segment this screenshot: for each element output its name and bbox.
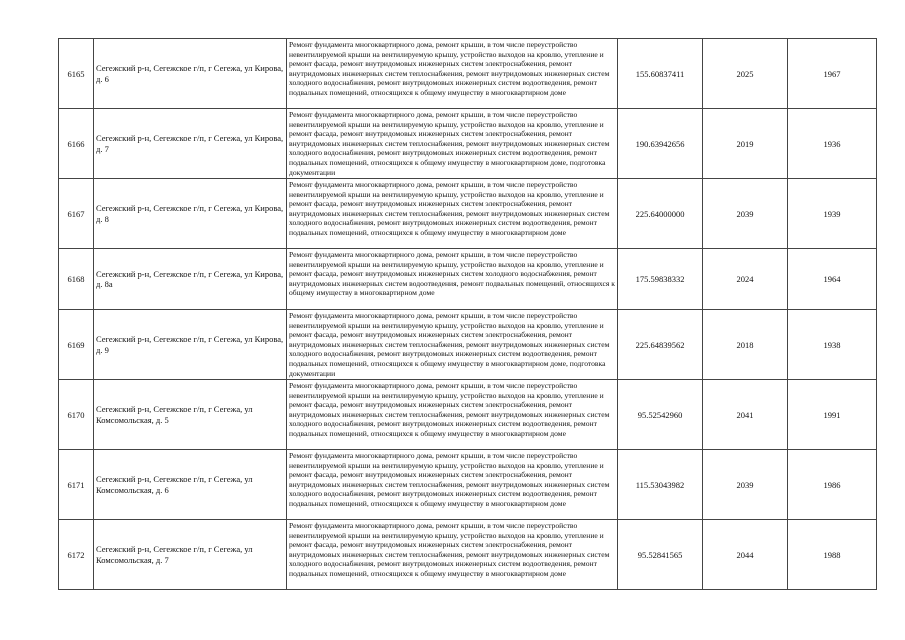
build-year-cell: 1938 [788, 310, 877, 380]
planned-year-cell: 2025 [703, 39, 788, 109]
cost-cell: 190.63942656 [618, 109, 703, 179]
work-description-cell: Ремонт фундамента многоквартирного дома, ремонт крыши, в том числе переустройство невентилируемой крыши на вентилируемую крышу, устройство выходов на кровлю, утепление и ремонт фасада, ремонт внутридомовых инженерных систем электроснабжения, ремонт внутридомовых инженерных систем теплоснабжения, ремонт внутридомовых инженерных систем холодного водоснабжения, ремонт внутридомовых инженерных систем водоотведения, ремонт подвальных помещений, относящихся к общему имуществу в многоквартирном доме [287, 39, 618, 109]
build-year-cell: 1936 [788, 109, 877, 179]
address-cell: Сегежский р-н, Сегежское г/п, г Сегежа, ул Комсомольская, д. 7 [94, 520, 287, 590]
table-row [59, 380, 877, 450]
build-year-cell: 1939 [788, 179, 877, 249]
planned-year-cell: 2041 [703, 380, 788, 450]
build-year-cell: 1986 [788, 450, 877, 520]
cost-cell: 115.53043982 [618, 450, 703, 520]
work-description-cell: Ремонт фундамента многоквартирного дома, ремонт крыши, в том числе переустройство невентилируемой крыши на вентилируемую крышу, устройство выходов на кровлю, утепление и ремонт фасада, ремонт внутридомовых инженерных систем электроснабжения, ремонт внутридомовых инженерных систем теплоснабжения, ремонт внутридомовых инженерных систем холодного водоснабжения, ремонт внутридомовых инженерных систем водоотведения, ремонт подвальных помещений, относящихся к общему имуществу в многоквартирном доме [287, 380, 618, 450]
table-row [59, 179, 877, 249]
planned-year-cell: 2039 [703, 179, 788, 249]
work-description-cell: Ремонт фундамента многоквартирного дома, ремонт крыши, в том числе переустройство невентилируемой крыши на вентилируемую крышу, устройство выходов на кровлю, утепление и ремонт фасада, ремонт внутридомовых инженерных систем электроснабжения, ремонт внутридомовых инженерных систем теплоснабжения, ремонт внутридомовых инженерных систем холодного водоснабжения, ремонт внутридомовых инженерных систем водоотведения, ремонт подвальных помещений, относящихся к общему имуществу в многоквартирном доме [287, 179, 618, 249]
table-row [59, 249, 877, 310]
row-number: 6171 [59, 450, 94, 520]
build-year-cell: 1964 [788, 249, 877, 310]
address-cell: Сегежский р-н, Сегежское г/п, г Сегежа, ул Кирова, д. 9 [94, 310, 287, 380]
work-description-cell: Ремонт фундамента многоквартирного дома, ремонт крыши, в том числе переустройство невентилируемой крыши на вентилируемую крышу, устройство выходов на кровлю, утепление и ремонт фасада, ремонт внутридомовых инженерных систем электроснабжения, ремонт внутридомовых инженерных систем теплоснабжения, ремонт внутридомовых инженерных систем холодного водоснабжения, ремонт внутридомовых инженерных систем водоотведения, ремонт подвальных помещений, относящихся к общему имуществу в многоквартирном доме [287, 450, 618, 520]
repair-program-table [58, 38, 877, 590]
row-number: 6168 [59, 249, 94, 310]
work-description-cell: Ремонт фундамента многоквартирного дома, ремонт крыши, в том числе переустройство невентилируемой крыши на вентилируемую крышу, устройство выходов на кровлю, утепление и ремонт фасада, ремонт внутридомовых инженерных систем электроснабжения, ремонт внутридомовых инженерных систем теплоснабжения, ремонт внутридомовых инженерных систем холодного водоснабжения, ремонт внутридомовых инженерных систем водоотведения, ремонт подвальных помещений, относящихся к общему имуществу в многоквартирном доме, подготовка документации [287, 310, 618, 380]
work-description-cell: Ремонт фундамента многоквартирного дома, ремонт крыши, в том числе переустройство невентилируемой крыши на вентилируемую крышу, устройство выходов на кровлю, утепление и ремонт фасада, ремонт внутридомовых инженерных систем электроснабжения, ремонт внутридомовых инженерных систем теплоснабжения, ремонт внутридомовых инженерных систем холодного водоснабжения, ремонт внутридомовых инженерных систем водоотведения, ремонт подвальных помещений, относящихся к общему имуществу в многоквартирном доме, подготовка документации [287, 109, 618, 179]
address-cell: Сегежский р-н, Сегежское г/п, г Сегежа, ул Кирова, д. 6 [94, 39, 287, 109]
row-number: 6170 [59, 380, 94, 450]
cost-cell: 225.64839562 [618, 310, 703, 380]
cost-cell: 95.52542960 [618, 380, 703, 450]
table-row [59, 450, 877, 520]
work-description-cell: Ремонт фундамента многоквартирного дома, ремонт крыши, в том числе переустройство невентилируемой крыши на вентилируемую крышу, устройство выходов на кровлю, утепление и ремонт фасада, ремонт внутридомовых инженерных систем электроснабжения, ремонт внутридомовых инженерных систем теплоснабжения, ремонт внутридомовых инженерных систем холодного водоснабжения, ремонт внутридомовых инженерных систем водоотведения, ремонт подвальных помещений, относящихся к общему имуществу в многоквартирном доме [287, 520, 618, 590]
cost-cell: 225.64000000 [618, 179, 703, 249]
row-number: 6169 [59, 310, 94, 380]
address-cell: Сегежский р-н, Сегежское г/п, г Сегежа, ул Кирова, д. 8 [94, 179, 287, 249]
table-row [59, 310, 877, 380]
planned-year-cell: 2044 [703, 520, 788, 590]
address-cell: Сегежский р-н, Сегежское г/п, г Сегежа, ул Комсомольская, д. 5 [94, 380, 287, 450]
address-cell: Сегежский р-н, Сегежское г/п, г Сегежа, ул Комсомольская, д. 6 [94, 450, 287, 520]
planned-year-cell: 2039 [703, 450, 788, 520]
cost-cell: 175.59838332 [618, 249, 703, 310]
row-number: 6166 [59, 109, 94, 179]
cost-cell: 155.60837411 [618, 39, 703, 109]
address-cell: Сегежский р-н, Сегежское г/п, г Сегежа, ул Кирова, д. 8а [94, 249, 287, 310]
planned-year-cell: 2018 [703, 310, 788, 380]
table-row [59, 39, 877, 109]
row-number: 6165 [59, 39, 94, 109]
build-year-cell: 1967 [788, 39, 877, 109]
table-row [59, 520, 877, 590]
planned-year-cell: 2019 [703, 109, 788, 179]
planned-year-cell: 2024 [703, 249, 788, 310]
build-year-cell: 1991 [788, 380, 877, 450]
address-cell: Сегежский р-н, Сегежское г/п, г Сегежа, ул Кирова, д. 7 [94, 109, 287, 179]
row-number: 6167 [59, 179, 94, 249]
table-row [59, 109, 877, 179]
cost-cell: 95.52841565 [618, 520, 703, 590]
work-description-cell: Ремонт фундамента многоквартирного дома, ремонт крыши, в том числе переустройство невентилируемой крыши на вентилируемую крышу, устройство выходов на кровлю, утепление и ремонт фасада, ремонт внутридомовых инженерных систем холодного водоснабжения, ремонт внутридомовых инженерных систем водоотведения, ремонт подвальных помещений, относящихся к общему имуществу в многоквартирном доме [287, 249, 618, 310]
build-year-cell: 1988 [788, 520, 877, 590]
row-number: 6172 [59, 520, 94, 590]
